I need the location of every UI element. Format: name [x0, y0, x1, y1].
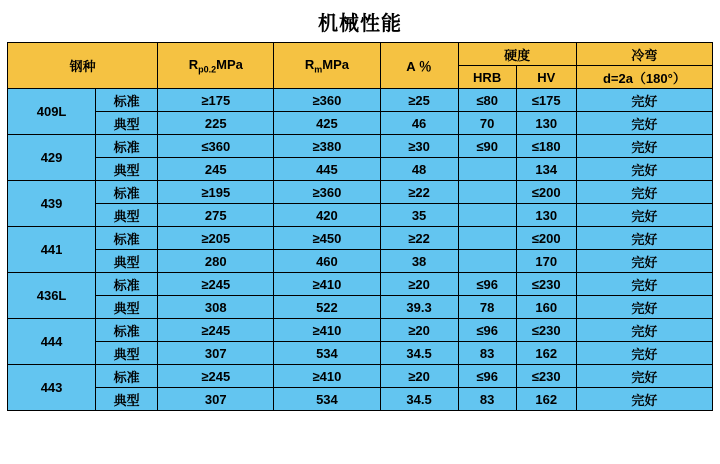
cell-bend: 完好 — [576, 388, 712, 411]
cell-hrb: 70 — [458, 112, 516, 135]
cell-bend: 完好 — [576, 204, 712, 227]
cell-row-label-standard: 标准 — [96, 227, 158, 250]
cell-elongation: 34.5 — [380, 388, 458, 411]
table-row — [8, 296, 713, 319]
header-rm-unit: MPa — [322, 56, 349, 72]
cell-row-label-typical: 典型 — [96, 112, 158, 135]
header-rp02-unit: MPa — [216, 56, 243, 72]
cell-hv: ≤200 — [516, 181, 576, 204]
cell-row-label-standard: 标准 — [96, 181, 158, 204]
cell-elongation: ≥22 — [380, 227, 458, 250]
cell-steel-grade: 409L — [8, 89, 96, 135]
cell-hv: 170 — [516, 250, 576, 273]
cell-steel-grade: 436L — [8, 273, 96, 319]
cell-row-label-standard: 标准 — [96, 89, 158, 112]
cell-hv: ≤230 — [516, 365, 576, 388]
table-row — [8, 204, 713, 227]
cell-hrb — [458, 204, 516, 227]
cell-hrb: ≤96 — [458, 319, 516, 342]
cell-bend: 完好 — [576, 181, 712, 204]
cell-hrb: ≤96 — [458, 365, 516, 388]
header-hardness: 硬度 — [458, 43, 576, 66]
cell-bend: 完好 — [576, 273, 712, 296]
cell-hv: 130 — [516, 112, 576, 135]
cell-elongation: 35 — [380, 204, 458, 227]
cell-rm: ≥450 — [274, 227, 380, 250]
cell-rm: ≥380 — [274, 135, 380, 158]
cell-hv: 162 — [516, 388, 576, 411]
cell-hrb: 83 — [458, 388, 516, 411]
cell-hv: 160 — [516, 296, 576, 319]
cell-elongation: ≥30 — [380, 135, 458, 158]
cell-bend: 完好 — [576, 135, 712, 158]
cell-bend: 完好 — [576, 158, 712, 181]
cell-hrb — [458, 158, 516, 181]
cell-hv: 130 — [516, 204, 576, 227]
cell-row-label-typical: 典型 — [96, 204, 158, 227]
cell-hv: ≤175 — [516, 89, 576, 112]
cell-bend: 完好 — [576, 319, 712, 342]
cell-rp02: ≥245 — [158, 273, 274, 296]
cell-row-label-typical: 典型 — [96, 158, 158, 181]
cell-rp02: 280 — [158, 250, 274, 273]
cell-bend: 完好 — [576, 296, 712, 319]
cell-hrb — [458, 181, 516, 204]
cell-elongation: ≥20 — [380, 273, 458, 296]
cell-rm: 445 — [274, 158, 380, 181]
cell-row-label-standard: 标准 — [96, 135, 158, 158]
cell-steel-grade: 439 — [8, 181, 96, 227]
cell-rp02: 307 — [158, 388, 274, 411]
cell-rp02: 225 — [158, 112, 274, 135]
cell-elongation: 48 — [380, 158, 458, 181]
cell-rm: ≥410 — [274, 319, 380, 342]
header-row-top — [8, 43, 713, 66]
cell-hv: ≤200 — [516, 227, 576, 250]
cell-rm: 534 — [274, 342, 380, 365]
cell-rp02: 275 — [158, 204, 274, 227]
cell-row-label-standard: 标准 — [96, 365, 158, 388]
cell-hrb: ≤80 — [458, 89, 516, 112]
cell-bend: 完好 — [576, 342, 712, 365]
header-rp02-main: R — [188, 56, 199, 72]
cell-hrb — [458, 250, 516, 273]
cell-rm: 522 — [274, 296, 380, 319]
cell-hrb: ≤90 — [458, 135, 516, 158]
cell-rm: ≥410 — [274, 273, 380, 296]
cell-rp02: ≥245 — [158, 319, 274, 342]
cell-rp02: 307 — [158, 342, 274, 365]
cell-hv: ≤180 — [516, 135, 576, 158]
cell-row-label-typical: 典型 — [96, 388, 158, 411]
cell-bend: 完好 — [576, 365, 712, 388]
cell-rm: ≥360 — [274, 181, 380, 204]
cell-elongation: 46 — [380, 112, 458, 135]
cell-steel-grade: 443 — [8, 365, 96, 411]
cell-row-label-standard: 标准 — [96, 273, 158, 296]
cell-rm: 425 — [274, 112, 380, 135]
cell-hrb: 78 — [458, 296, 516, 319]
cell-elongation: 39.3 — [380, 296, 458, 319]
table-row — [8, 319, 713, 342]
table-row — [8, 181, 713, 204]
cell-steel-grade: 444 — [8, 319, 96, 365]
cell-rp02: ≥245 — [158, 365, 274, 388]
cell-rm: ≥410 — [274, 365, 380, 388]
cell-rm: 460 — [274, 250, 380, 273]
cell-elongation: 34.5 — [380, 342, 458, 365]
cell-steel-grade: 429 — [8, 135, 96, 181]
cell-rp02: 245 — [158, 158, 274, 181]
cell-rp02: ≥175 — [158, 89, 274, 112]
cell-elongation: ≥25 — [380, 89, 458, 112]
cell-steel-grade: 441 — [8, 227, 96, 273]
table-row — [8, 158, 713, 181]
cell-rp02: 308 — [158, 296, 274, 319]
header-rp02 — [158, 43, 274, 89]
page-title: 机械性能 — [318, 13, 402, 35]
cell-rp02: ≤360 — [158, 135, 274, 158]
table-row — [8, 342, 713, 365]
header-grade: 钢种 — [8, 43, 158, 89]
cell-elongation: ≥22 — [380, 181, 458, 204]
cell-rm: 534 — [274, 388, 380, 411]
table-row — [8, 273, 713, 296]
table-body — [8, 89, 713, 411]
cell-row-label-typical: 典型 — [96, 296, 158, 319]
header-rp02-sub: p0.2 — [198, 64, 217, 75]
cell-hrb — [458, 227, 516, 250]
header-rm-sub: m — [314, 64, 323, 75]
table-row — [8, 135, 713, 158]
cell-hrb: 83 — [458, 342, 516, 365]
table-row — [8, 227, 713, 250]
header-hv: HV — [516, 66, 576, 89]
cell-elongation: ≥20 — [380, 365, 458, 388]
cell-rp02: ≥195 — [158, 181, 274, 204]
header-cold-bend-condition: d=2a（180°） — [576, 66, 712, 89]
header-elongation: A ％ — [380, 43, 458, 89]
cell-row-label-typical: 典型 — [96, 250, 158, 273]
header-hrb: HRB — [458, 66, 516, 89]
cell-hv: ≤230 — [516, 273, 576, 296]
cell-elongation: ≥20 — [380, 319, 458, 342]
cell-row-label-typical: 典型 — [96, 342, 158, 365]
cell-bend: 完好 — [576, 227, 712, 250]
header-rm — [274, 43, 380, 89]
table-row — [8, 365, 713, 388]
cell-bend: 完好 — [576, 112, 712, 135]
mechanical-properties-table — [7, 42, 713, 411]
cell-row-label-standard: 标准 — [96, 319, 158, 342]
cell-elongation: 38 — [380, 250, 458, 273]
header-cold-bend: 冷弯 — [576, 43, 712, 66]
cell-hv: 162 — [516, 342, 576, 365]
table-row — [8, 250, 713, 273]
table-row — [8, 89, 713, 112]
table-header — [8, 43, 713, 89]
header-rm-main: R — [304, 56, 315, 72]
cell-hv: 134 — [516, 158, 576, 181]
table-row — [8, 388, 713, 411]
cell-hrb: ≤96 — [458, 273, 516, 296]
cell-rm: 420 — [274, 204, 380, 227]
cell-bend: 完好 — [576, 250, 712, 273]
cell-rm: ≥360 — [274, 89, 380, 112]
cell-rp02: ≥205 — [158, 227, 274, 250]
table-row — [8, 112, 713, 135]
cell-hv: ≤230 — [516, 319, 576, 342]
cell-bend: 完好 — [576, 89, 712, 112]
